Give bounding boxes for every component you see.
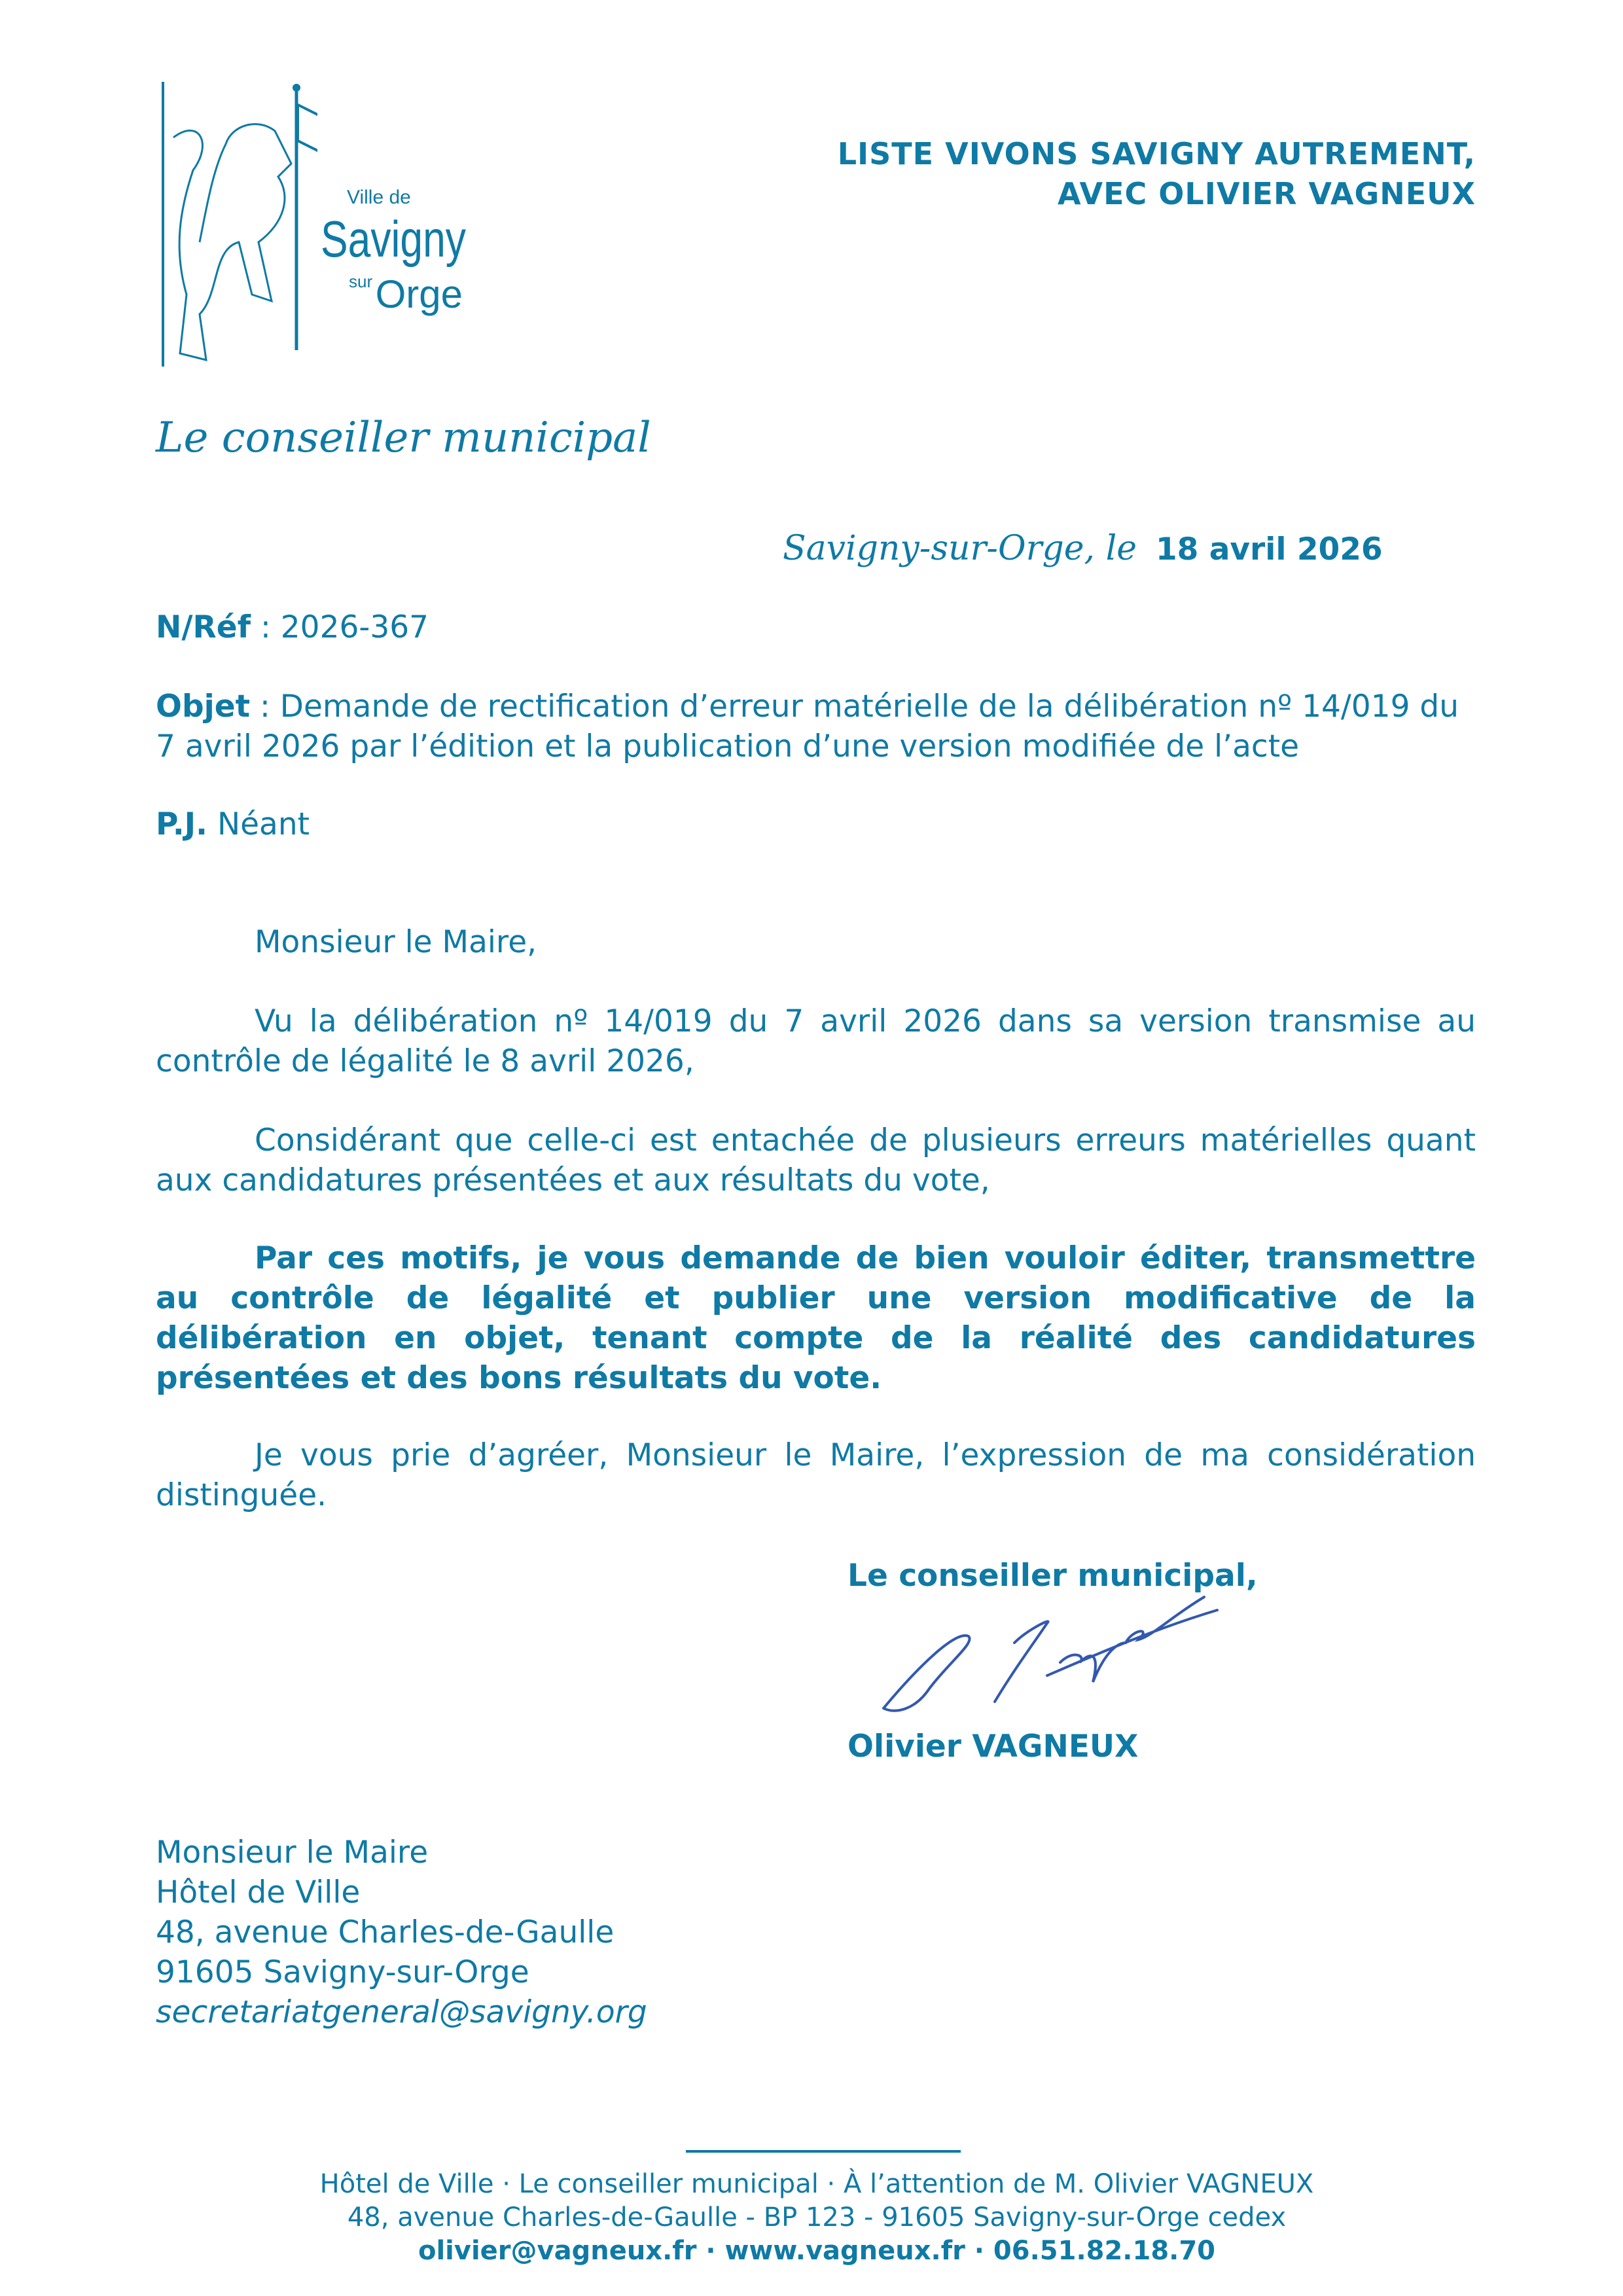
recipient-line: Monsieur le Maire <box>156 1835 429 1871</box>
lion-emblem-icon <box>160 79 317 370</box>
paragraph-4 <box>156 1435 1476 1515</box>
logo-orge: Orge <box>375 272 463 316</box>
signature-name: Olivier VAGNEUX <box>847 1729 1139 1765</box>
logo-sur: sur <box>349 272 373 291</box>
date-place: Savigny-sur-Orge, le <box>783 529 1137 568</box>
header-line-2: AVEC OLIVIER VAGNEUX <box>1058 176 1476 211</box>
recipient-line: Hôtel de Ville <box>156 1874 361 1910</box>
handwritten-signature <box>877 1590 1243 1721</box>
object-value: : Demande de rectification d’erreur matérielle de la délibération nº 14/019 du 7 avril 2026 par l’édition et la publication d’une version modifiée de l’acte <box>156 689 1459 764</box>
attachment <box>156 804 1476 844</box>
salutation <box>156 922 1476 962</box>
recipient-address <box>156 1833 647 2032</box>
object-label: Objet <box>156 689 251 725</box>
paragraph-2 <box>156 1121 1476 1200</box>
paragraph-3 <box>156 1238 1476 1398</box>
paragraph-2-text: Considérant que celle-ci est entachée de plusieurs erreurs matérielles quant aux candidatures présentées et aux résultats du vote, <box>156 1122 1476 1198</box>
date-value: 18 avril 2026 <box>1155 531 1383 567</box>
sender-title: Le conseiller municipal <box>156 414 651 462</box>
header-line-1: LISTE VIVONS SAVIGNY AUTREMENT, <box>837 136 1476 171</box>
attachment-label: P.J. <box>156 806 208 842</box>
salutation-text: Monsieur le Maire, <box>255 924 537 960</box>
date-line <box>783 529 1383 569</box>
reference-label: N/Réf <box>156 609 251 645</box>
logo-ville-de: Ville de <box>347 187 411 208</box>
recipient-line: 91605 Savigny-sur-Orge <box>156 1954 529 1990</box>
footer-contact[interactable]: olivier@vagneux.fr · www.vagneux.fr · 06.51.82.18.70 <box>418 2236 1216 2266</box>
footer-line-1: Hôtel de Ville · Le conseiller municipal · À l’attention de M. Olivier VAGNEUX <box>319 2169 1314 2199</box>
list-header <box>838 134 1476 214</box>
paragraph-3-text: Par ces motifs, je vous demande de bien vouloir éditer, transmettre au contrôle de légalité et publier une version modificative de la délibération en objet, tenant compte de la réalité des candidatures présentées et des bons résultats du vote. <box>156 1240 1476 1396</box>
paragraph-1 <box>156 1001 1476 1081</box>
footer-line-2: 48, avenue Charles-de-Gaulle - BP 123 - 91605 Savigny-sur-Orge cedex <box>347 2202 1287 2233</box>
recipient-email[interactable]: secretariatgeneral@savigny.org <box>156 1994 647 2030</box>
reference-value: : 2026-367 <box>260 609 429 645</box>
recipient-line: 48, avenue Charles-de-Gaulle <box>156 1914 615 1950</box>
reference <box>156 607 1476 647</box>
footer <box>0 2168 1623 2268</box>
paragraph-1-text: Vu la délibération nº 14/019 du 7 avril 2026 dans sa version transmise au contrôle de légalité le 8 avril 2026, <box>156 1003 1476 1079</box>
logo-savigny: Savigny <box>321 210 466 268</box>
city-logo <box>160 79 474 370</box>
attachment-value: Néant <box>217 806 310 842</box>
paragraph-4-text: Je vous prie d’agréer, Monsieur le Maire, l’expression de ma considération distinguée. <box>156 1437 1476 1513</box>
footer-divider <box>686 2150 961 2153</box>
object <box>156 687 1476 766</box>
signature-title: Le conseiller municipal, <box>847 1558 1258 1594</box>
logo-sur-orge <box>349 272 463 317</box>
